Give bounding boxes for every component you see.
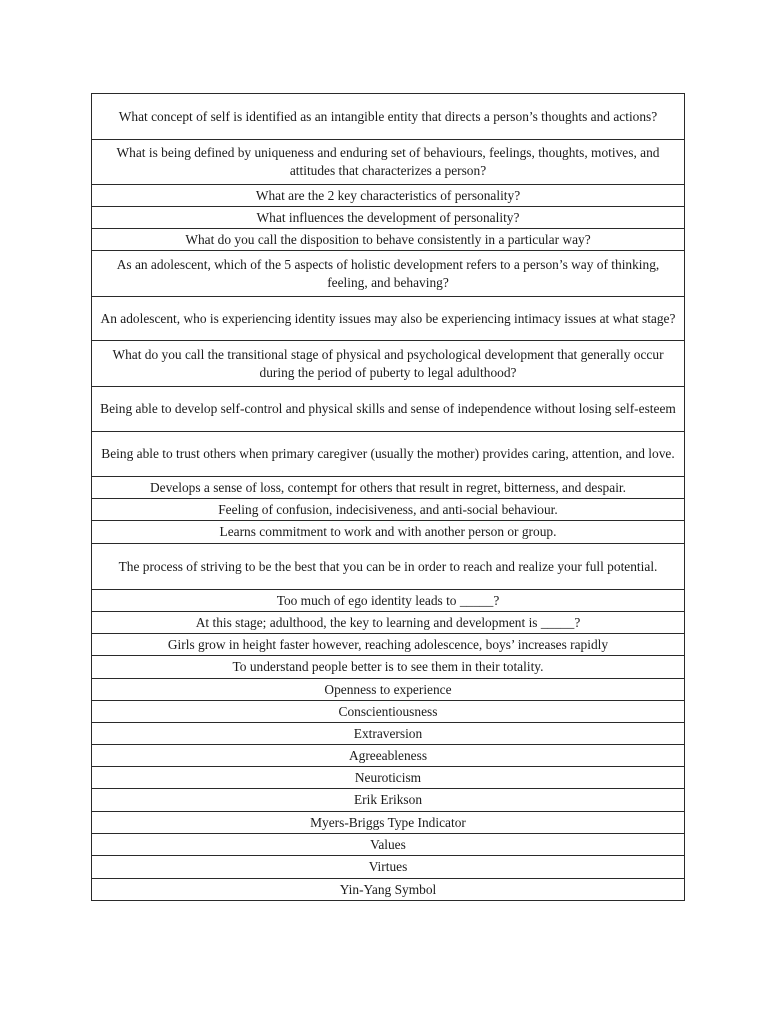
table-cell: At this stage; adulthood, the key to learning and development is _____?: [92, 612, 685, 634]
table-row: [92, 477, 685, 499]
table-cell: Girls grow in height faster however, reaching adolescence, boys’ increases rapidly: [92, 634, 685, 656]
table-row: [92, 834, 685, 856]
table-cell: Conscientiousness: [92, 701, 685, 723]
table-row: [92, 432, 685, 477]
table-cell: Openness to experience: [92, 679, 685, 701]
question-answer-table: [91, 93, 685, 901]
table-row: [92, 879, 685, 901]
table-row: [92, 297, 685, 341]
table-cell: An adolescent, who is experiencing identity issues may also be experiencing intimacy issues at what stage?: [92, 297, 685, 341]
table-row: [92, 856, 685, 879]
table-row: [92, 612, 685, 634]
table-cell: As an adolescent, which of the 5 aspects of holistic development refers to a person’s way of thinking, feeling, and behaving?: [92, 251, 685, 297]
table-row: [92, 590, 685, 612]
table-row: [92, 341, 685, 387]
table-row: [92, 634, 685, 656]
table-row: [92, 499, 685, 521]
table-row: [92, 701, 685, 723]
table-cell: Extraversion: [92, 723, 685, 745]
table-cell: The process of striving to be the best that you can be in order to reach and realize your full potential.: [92, 544, 685, 590]
table-row: [92, 140, 685, 185]
table-cell: Neuroticism: [92, 767, 685, 789]
table-cell: Virtues: [92, 856, 685, 879]
table-cell: Myers-Briggs Type Indicator: [92, 812, 685, 834]
table-row: [92, 521, 685, 544]
table-cell: To understand people better is to see them in their totality.: [92, 656, 685, 679]
table-row: [92, 387, 685, 432]
table-cell: What concept of self is identified as an intangible entity that directs a person’s thoughts and actions?: [92, 94, 685, 140]
table-cell: Develops a sense of loss, contempt for others that result in regret, bitterness, and despair.: [92, 477, 685, 499]
table-cell: Feeling of confusion, indecisiveness, and anti-social behaviour.: [92, 499, 685, 521]
table-cell: Yin-Yang Symbol: [92, 879, 685, 901]
table-row: [92, 767, 685, 789]
table-row: [92, 679, 685, 701]
table-cell: Being able to trust others when primary caregiver (usually the mother) provides caring, attention, and love.: [92, 432, 685, 477]
table-row: [92, 544, 685, 590]
table-row: [92, 812, 685, 834]
table-row: [92, 207, 685, 229]
table-row: [92, 745, 685, 767]
table-cell: What do you call the disposition to behave consistently in a particular way?: [92, 229, 685, 251]
table-cell: Agreeableness: [92, 745, 685, 767]
table-cell: Values: [92, 834, 685, 856]
table-row: [92, 789, 685, 812]
table-row: [92, 723, 685, 745]
table-cell: What influences the development of personality?: [92, 207, 685, 229]
table-cell: Too much of ego identity leads to _____?: [92, 590, 685, 612]
table-cell: What is being defined by uniqueness and enduring set of behaviours, feelings, thoughts, motives, and attitudes that characterizes a person?: [92, 140, 685, 185]
table-row: [92, 229, 685, 251]
table-cell: Learns commitment to work and with another person or group.: [92, 521, 685, 544]
table-cell: Erik Erikson: [92, 789, 685, 812]
table-cell: What are the 2 key characteristics of personality?: [92, 185, 685, 207]
table-cell: Being able to develop self-control and physical skills and sense of independence without losing self-esteem: [92, 387, 685, 432]
table-row: [92, 251, 685, 297]
table-cell: What do you call the transitional stage of physical and psychological development that generally occur during the period of puberty to legal adulthood?: [92, 341, 685, 387]
table-row: [92, 185, 685, 207]
table-row: [92, 656, 685, 679]
table-row: [92, 94, 685, 140]
